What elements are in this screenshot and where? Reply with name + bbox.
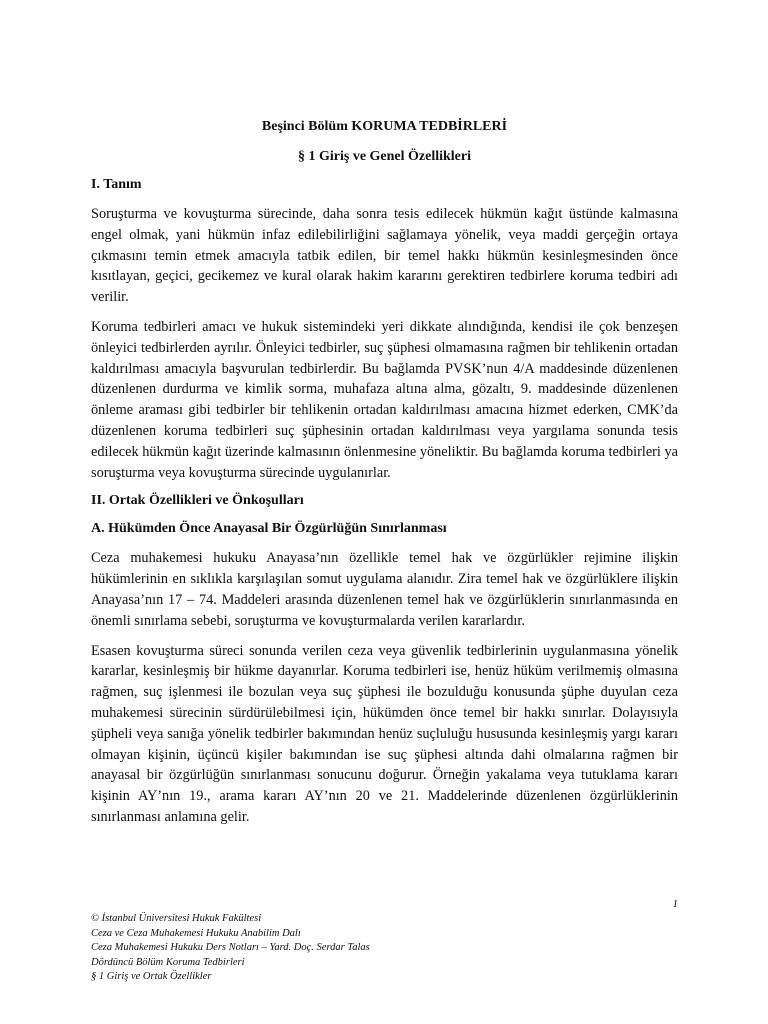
paragraph: Koruma tedbirleri amacı ve hukuk sistemindeki yeri dikkate alındığında, kendisi ile çok benzeşen önleyici tedbirlerden ayrılır. Önleyici tedbirler, suç şüphesi olmamasına rağmen bir tehlikenin ortadan kaldırılması amacıyla başvurulan tedbirlerdir. Bu bağlamda PVSK’nun 4/A maddesinde düzenlenen düzenlenen durdurma ve kimlik sorma, muhafaza altına alma, gözaltı, 9. maddesinde düzenlenen önleme araması gibi tedbirler bir tehlikenin ortadan kaldırılması amacına hizmet ederken, CMK’da düzenlenen koruma tedbirleri suç şüphesinin ortadan kaldırılması veya yargılama sonunda tesis edilecek hükmün kağıt üzerinde kalmasının önlenmesine yöneliktir. Bu bağlamda koruma tedbirleri ya soruşturma veya kovuşturma sürecinde uygulanırlar. xyxy=(91,318,678,481)
footer-line-department: Ceza ve Ceza Muhakemesi Hukuku Anabilim Dalı xyxy=(91,927,301,939)
paragraph: Esasen kovuşturma süreci sonunda verilen ceza veya güvenlik tedbirlerinin uygulanmasına yönelik kararlar, kesinleşmiş bir hükme dayanırlar. Koruma tedbirleri ise, henüz hüküm verilmemiş olmasına rağmen, suç işlenmesi ile bozulan veya suç şüphesi ile bozulduğu konusunda şüphe duyulan ceza muhakemesi sürecinin sürdürülebilmesi için, hükümden önce temel bir hakkı sınırlar. Dolayısıyla şüpheli veya sanığa yönelik tedbirler bakımından henüz suçluluğu hususunda kesinleşmiş yargı kararı olmayan kişinin, üçüncü kişiler bakımından ise suç şüphesi altında dahi olmalarına rağmen bir anayasal bir özgürlüğün sınırlanması sonucunu doğurur. Örneğin yakalama veya tutuklama kararı kişinin AY’nın 19., arama kararı AY’nın 20 ve 21. Maddelerinde düzenlenen özgürlüklerinin sınırlanması anlamına gelir. xyxy=(91,642,678,825)
page-footer xyxy=(91,912,681,985)
footer-line-copyright: © İstanbul Üniversitesi Hukuk Fakültesi xyxy=(91,913,262,924)
footer-line-course: Ceza Muhakemesi Hukuku Ders Notları – Yard. Doç. Serdar Talas xyxy=(91,942,370,953)
document-page xyxy=(91,118,678,837)
heading-tanim: I. Tanım xyxy=(91,177,142,192)
footer-line-chapter: Dördüncü Bölüm Koruma Tedbirleri xyxy=(91,956,245,968)
paragraph: Soruşturma ve kovuşturma sürecinde, daha sonra tesis edilecek hükmün kağıt üstünde kalmasına engel olmak, yani hükmün infaz edilebilirliğini sağlamaya yönelik, veya maddi gerçeğin ortaya çıkmasını temin etmek amacıyla tatbik edilen, bir temel hakkı hükmün kesinleşmesinden önce kısıtlayan, geçici, gecikemez ve kural olarak hakim kararını gerektiren tedbirlere koruma tedbiri adı verilir. xyxy=(91,206,678,306)
heading-ortak-ozellikleri: II. Ortak Özellikleri ve Önkoşulları xyxy=(91,493,304,509)
chapter-title: Beşinci Bölüm KORUMA TEDBİRLERİ xyxy=(261,119,508,134)
footer-line-section: § 1 Giriş ve Ortak Özellikler xyxy=(91,971,212,982)
section-title: § 1 Giriş ve Genel Özellikleri xyxy=(297,149,472,164)
paragraph: Ceza muhakemesi hukuku Anayasa’nın özellikle temel hak ve özgürlükler rejimine ilişkin hükümlerinin en sıklıkla karşılaşılan somut uygulama alanıdır. Zira temel hak ve özgürlüklere ilişkin Anayasa’nın 17 – 74. Maddeleri arasında düzenlenen temel hak ve özgürlüklerin sınırlanmasında en önemli sınırlama sebebi, soruşturma ve kovuşturmalarda verilen kararlardır. xyxy=(91,550,678,629)
page-number: 1 xyxy=(672,898,678,910)
heading-hukumden-once: A. Hükümden Önce Anayasal Bir Özgürlüğün Sınırlanması xyxy=(91,521,447,537)
